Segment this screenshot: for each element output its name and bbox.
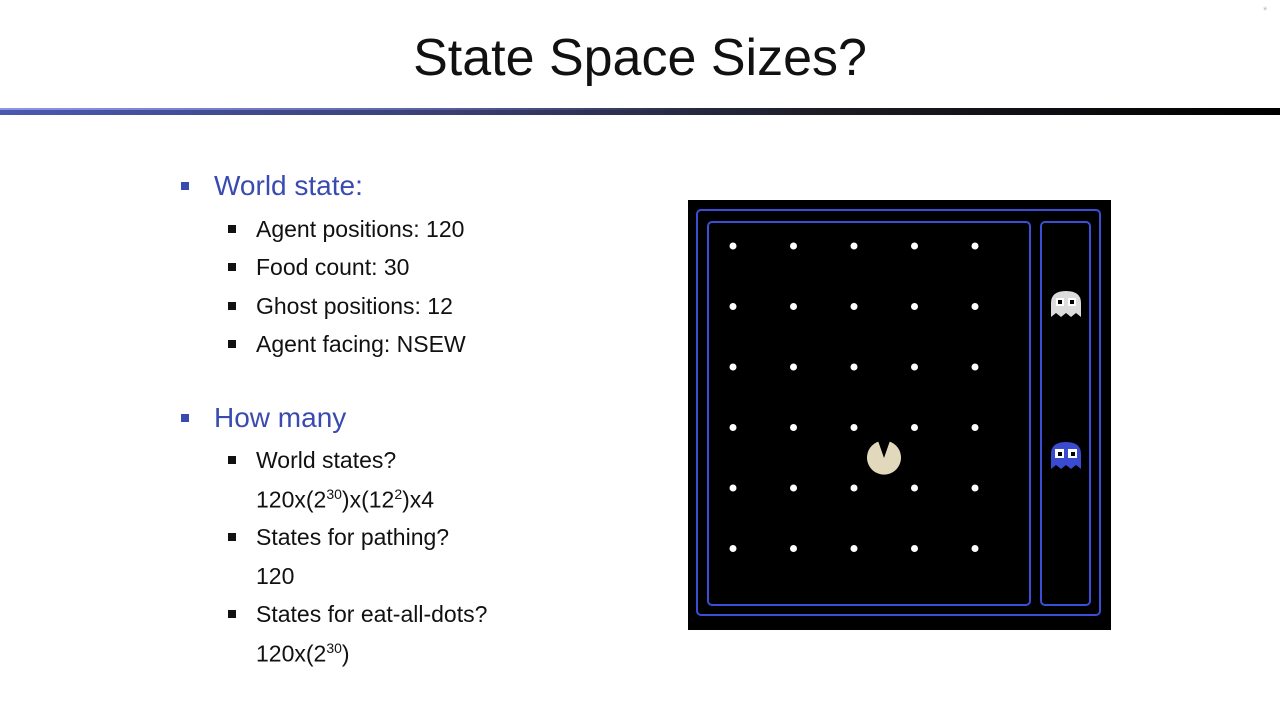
food-pellet — [790, 424, 797, 431]
square-bullet-icon — [228, 302, 236, 310]
answer-pathing: 120 — [256, 563, 295, 589]
square-bullet-icon — [228, 263, 236, 271]
answer-eat-all-dots: $120x(2^{30})$ — [256, 640, 350, 667]
pacman-board — [688, 200, 1111, 630]
food-pellet — [790, 364, 797, 371]
square-bullet-icon — [181, 414, 189, 422]
food-pellet — [851, 243, 858, 250]
square-bullet-icon — [228, 533, 236, 541]
food-pellet — [972, 424, 979, 431]
corner-mark: * — [1263, 5, 1268, 17]
food-pellet — [972, 545, 979, 552]
food-pellet — [730, 485, 737, 492]
food-pellet — [972, 364, 979, 371]
slide-title: State Space Sizes? — [413, 29, 867, 87]
square-bullet-icon — [228, 225, 236, 233]
food-pellet — [911, 243, 918, 250]
food-pellet — [911, 485, 918, 492]
square-bullet-icon — [228, 610, 236, 618]
food-pellet — [790, 303, 797, 310]
food-pellet — [730, 545, 737, 552]
food-pellet — [730, 364, 737, 371]
food-pellet — [972, 243, 979, 250]
title-divider-highlight — [0, 108, 700, 110]
food-pellet — [911, 545, 918, 552]
food-pellet — [851, 303, 858, 310]
pacman-agent-icon — [867, 442, 901, 475]
food-pellet — [911, 424, 918, 431]
pacman-board-canvas — [688, 200, 1111, 630]
food-pellet — [972, 303, 979, 310]
sub-bullet-text: States for pathing? — [256, 524, 450, 550]
food-pellet — [851, 485, 858, 492]
food-pellet — [851, 424, 858, 431]
food-pellet — [851, 545, 858, 552]
food-pellet — [911, 364, 918, 371]
sub-bullet-text: Ghost positions: 12 — [256, 293, 453, 319]
bullet-how-many-label: How many — [214, 402, 347, 433]
side-corridor-wall — [1041, 222, 1090, 605]
food-pellet — [911, 303, 918, 310]
food-pellet — [972, 485, 979, 492]
food-pellet — [790, 243, 797, 250]
ghost-blue-icon — [1051, 442, 1081, 469]
outer-wall — [697, 210, 1100, 615]
sub-bullet-text: States for eat-all-dots? — [256, 601, 488, 627]
square-bullet-icon — [228, 456, 236, 464]
pellet-grid — [730, 243, 979, 553]
square-bullet-icon — [181, 182, 189, 190]
square-bullet-icon — [228, 340, 236, 348]
sub-bullet-text: Agent positions: 120 — [256, 216, 465, 242]
sub-bullet-text: Food count: 30 — [256, 254, 410, 280]
food-pellet — [790, 545, 797, 552]
bullet-world-state-label: World state: — [214, 170, 363, 201]
food-pellet — [730, 424, 737, 431]
sub-bullet-text: Agent facing: NSEW — [256, 331, 466, 357]
ghost-white-icon — [1051, 291, 1081, 317]
main-area-wall — [708, 222, 1030, 605]
food-pellet — [790, 485, 797, 492]
answer-world-states: $120x(2^{30})x(12^2)x4$ — [256, 486, 435, 513]
food-pellet — [730, 243, 737, 250]
food-pellet — [851, 364, 858, 371]
sub-bullet-text: World states? — [256, 447, 397, 473]
food-pellet — [730, 303, 737, 310]
